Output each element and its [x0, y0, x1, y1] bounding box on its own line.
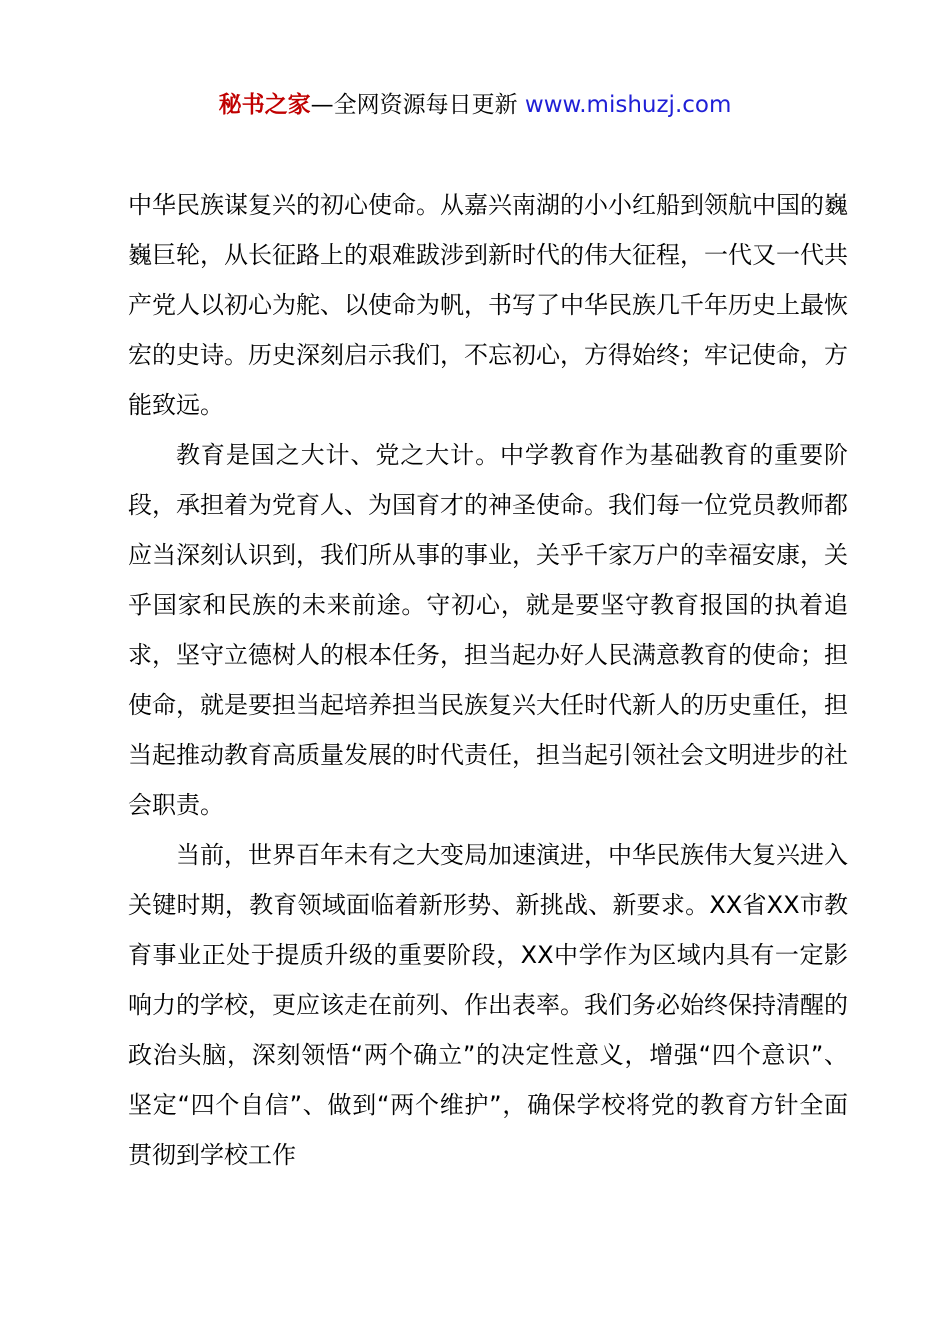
- document-body: [128, 180, 848, 1180]
- page-header: [0, 86, 950, 124]
- paragraph-3: 当前，世界百年未有之大变局加速演进，中华民族伟大复兴进入关键时期，教育领域面临着新形势、新挑战、新要求。XX省XX市教育事业正处于提质升级的重要阶段，XX中学作为区域内具有一定影响力的学校，更应该走在前列、作出表率。我们务必始终保持清醒的政治头脑，深刻领悟“两个确立”的决定性意义，增强“四个意识”、坚定“四个自信”、做到“两个维护”，确保学校将党的教育方针全面贯彻到学校工作: [128, 841, 848, 1169]
- paragraph-2: 教育是国之大计、党之大计。中学教育作为基础教育的重要阶段，承担着为党育人、为国育才的神圣使命。我们每一位党员教师都应当深刻认识到，我们所从事的事业，关乎千家万户的幸福安康，关乎国家和民族的未来前途。守初心，就是要坚守教育报国的执着追求，坚守立德树人的根本任务，担当起办好人民满意教育的使命；担使命，就是要担当起培养担当民族复兴大任时代新人的历史重任，担当起推动教育高质量发展的时代责任，担当起引领社会文明进步的社会职责。: [128, 441, 848, 819]
- brand-name: 秘书之家: [218, 92, 311, 118]
- paragraph-1: 中华民族谋复兴的初心使命。从嘉兴南湖的小小红船到领航中国的巍巍巨轮，从长征路上的艰难跋涉到新时代的伟大征程，一代又一代共产党人以初心为舵、以使命为帆，书写了中华民族几千年历史上最恢宏的史诗。历史深刻启示我们，不忘初心，方得始终；牢记使命，方能致远。: [128, 191, 848, 419]
- header-tagline: —全网资源每日更新: [310, 92, 518, 118]
- site-url-link[interactable]: www.mishuzj.com: [524, 92, 732, 118]
